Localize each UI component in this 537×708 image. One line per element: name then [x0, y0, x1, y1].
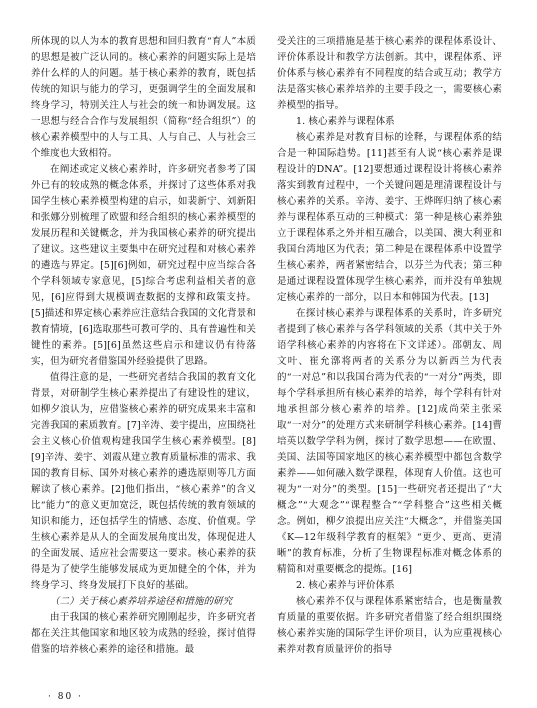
subheading-evaluation: 2. 核心素养与评价体系: [296, 580, 395, 591]
paragraph-curriculum-2: 在探讨核心素养与课程体系的关系时，许多研究者提到了核心素养与各学科领域的关系（其中关于外语学科核心素养的内容将在下文详述）。邵朝友、周文叶、崔允漷将两者的关系分为以新西兰为代表的“一对总”和以我国台湾为代表的“一对分”两类，即每个学科承担所有核心素养的培养，每个学科有针对地承担部分核心素养的培养。[12]成尚荣主张采取“一对分”的处理方式来研制学科核心素养。[14]曹培英以数学学科为例，探讨了数学思想——在欧盟、美国、法国等国家地区的核心素养模型中都包含数学素养——如何融入数学课程，体现育人价值。这也可视为“一对分”的类型。[15]一些研究者还提出了“大概念”“大观念”“课程整合”“学科整合”这些相关概念。例如，柳夕浪提出应关注“大概念”，并借鉴美国《K—12年级科学教育的框架》“更少、更高、更清晰”的教育标准，分析了生物课程标准对概念体系的精简和对重要概念的提炼。[16]: [277, 308, 502, 575]
paragraph-definitions: 在阐述或定义核心素养时，许多研究者参考了国外已有的较成熟的概念体系，并探讨了这些体系对我国学生核心素养模型构建的启示，如裴新宁、刘新阳和张娜分别梳理了欧盟和经合组织的核心素养模型的发展历程和关键概念，并为我国核心素养的研究提出了建议。这些建议主要集中在研究过程和对核心素养的遴选与界定。[5][6]例如，研究过程中应当综合各个学科领域专家意见，[5]综合考虑利益相关者的意见，[6]应得到大规模调查数据的支撑和政策支持。[5]描述和界定核心素养应注意结合我国的文化背景和教育情境，[6]选取那些可教可学的、具有普遍性和关键性的素养。[5][6]虽然这些启示和建议仍有待落实，但为研究者借鉴国外经验提供了思路。: [31, 164, 256, 367]
paragraph-continued: 所体现的以人为本的教育思想和回归教育“育人”本质的思想是被广泛认同的。核心素养的问题实际上是培养什么样的人的问题。基于核心素养的教育，既包括传统的知识与能力的学习，更强调学生的全面发展和终身学习，特别关注人与社会的统一和协调发展。这一思想与经合合作与发展组织（简称“经合组织”）的核心素养模型中的人与工具、人与自己、人与社会三个维度也大致相符。: [31, 36, 256, 159]
left-column: [31, 34, 256, 658]
paragraph-evaluation-1: 核心素养不仅与课程体系紧密结合，也是衡量教育质量的重要依据。许多研究者借鉴了经合组织围绕核心素养实施的国际学生评价项目，认为应重视核心素养对教育质量评价的指导: [277, 596, 502, 655]
paragraph-suggestions: 值得注意的是，一些研究者结合我国的教育文化背景，对研制学生核心素养提出了有建设性的建议，如柳夕浪认为，应借鉴核心素养的研究成果来丰富和完善我国的素质教育。[7]辛涛、姜宇提出，应围绕社会主义核心价值观构建我国学生核心素养模型。[8][9]辛涛、姜宇、刘霞从建立教育质量标准的需求、我国的教育目标、国外对核心素养的遴选原则等几方面解读了核心素养。[2]他们指出，“核心素养”的含义比“能力”的意义更加宽泛，既包括传统的教育领域的知识和能力，还包括学生的情感、态度、价值观。学生核心素养是从人的全面发展角度出发，体现促进人的全面发展、适应社会需要这一要求。核心素养的获得是为了使学生能够发展成为更加健全的个体，并为终身学习、终身发展打下良好的基础。: [31, 372, 256, 591]
paragraph-curriculum-1: 核心素养是对教育目标的诠释，与课程体系的结合是一种国际趋势。[11]甚至有人说“核心素养是课程设计的DNA”。[12]要想通过课程设计将核心素养落实到教育过程中，一个关键问题是理清课程设计与核心素养的关系。辛涛、姜宇、王烨晖归纳了核心素养与课程体系互动的三种模式：第一种是核心素养独立于课程体系之外并相互融合，以美国、澳大利亚和我国台湾地区为代表；第二种是在课程体系中设置学生核心素养，两者紧密结合，以芬兰为代表；第三种是通过课程设置体现学生核心素养，而并没有单独规定核心素养的一部分，以日本和韩国为代表。[13]: [277, 132, 502, 303]
paragraph-continued-right: 受关注的三项措施是基于核心素养的课程体系设计、评价体系设计和教学方法创新。其中，课程体系、评价体系与核心素养有不同程度的结合或互动；教学方法是落实核心素养培养的主要手段之一，需要核心素养模型的指导。: [277, 36, 502, 111]
subheading-curriculum: 1. 核心素养与课程体系: [296, 116, 395, 127]
paragraph-approaches-intro: 由于我国的核心素养研究刚刚起步，许多研究者都在关注其他国家和地区较为成熟的经验，探讨值得借鉴的培养核心素养的途径和措施。最: [31, 612, 256, 655]
page-number: · 80 ·: [48, 692, 83, 702]
section-heading-approaches: （二）关于核心素养培养途径和措施的研究: [50, 596, 233, 607]
right-column: [277, 34, 502, 658]
